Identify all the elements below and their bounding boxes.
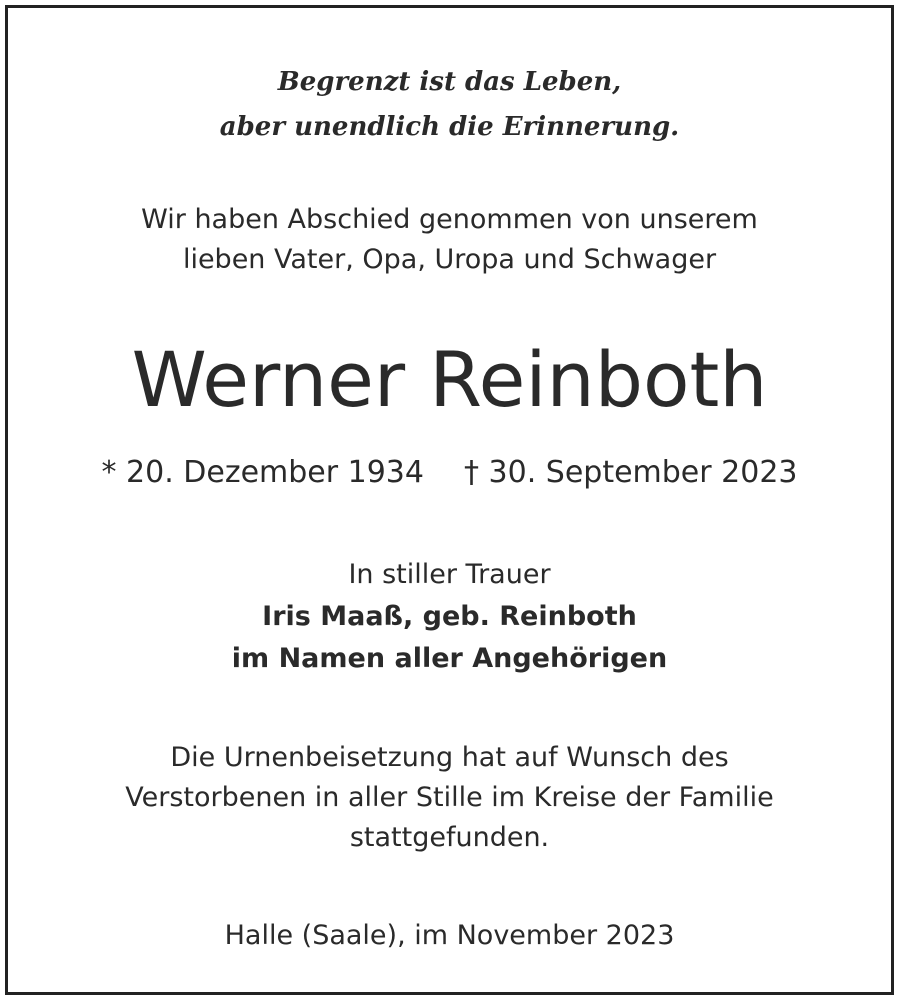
intro-text [8, 200, 891, 280]
quote-line-1: Begrenzt ist das Leben, [277, 67, 622, 97]
quote [8, 60, 891, 150]
mourning-intro: In stiller Trauer [348, 559, 551, 590]
birth-date: * 20. Dezember 1934 [101, 455, 424, 490]
death-date: † 30. September 2023 [464, 455, 798, 490]
life-dates [8, 448, 891, 498]
mourners [8, 554, 891, 680]
quote-line-2: aber unendlich die Erinnerung. [219, 112, 680, 142]
mourner-name: Iris Maaß, geb. Reinboth [262, 601, 637, 632]
obituary-frame [5, 5, 894, 995]
notice-line-2: Verstorbenen in aller Stille im Kreise der Familie [125, 782, 774, 813]
on-behalf-line: im Namen aller Angehörigen [231, 643, 668, 674]
deceased-name: Werner Reinboth [131, 335, 768, 424]
notice-line-1: Die Urnenbeisetzung hat auf Wunsch des [170, 742, 729, 773]
place-date: Halle (Saale), im November 2023 [224, 920, 675, 951]
intro-line-2: lieben Vater, Opa, Uropa und Schwager [182, 244, 717, 275]
notice-line-3: stattgefunden. [349, 822, 550, 853]
intro-line-1: Wir haben Abschied genommen von unserem [141, 204, 758, 235]
burial-notice [8, 738, 891, 858]
